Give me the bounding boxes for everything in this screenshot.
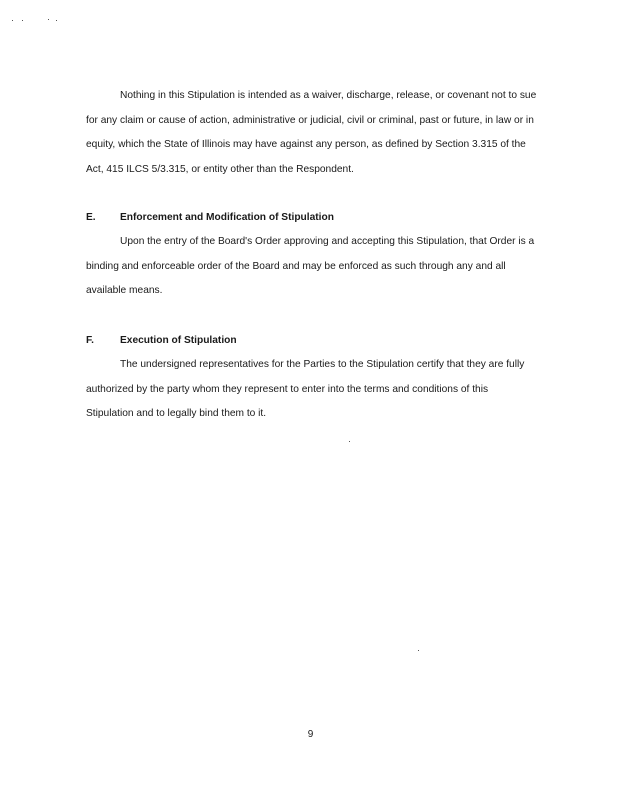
page-number: 9 xyxy=(307,729,314,740)
section-e-body: Upon the entry of the Board's Order approving and accepting this Stipulation, that Order is a binding and enforceable order of the Board and may be enforced as such through any and all available means. xyxy=(86,236,535,296)
section-f-title: Execution of Stipulation xyxy=(120,335,237,346)
section-f-letter: F. xyxy=(86,335,94,346)
section-f-body: The undersigned representatives for the Parties to the Stipulation certify that they are fully authorized by the party whom they represent to enter into the terms and conditions of this Stipulation and to legally bind them to it. xyxy=(86,359,525,419)
scan-speck xyxy=(48,19,49,20)
scan-speck xyxy=(418,650,419,651)
section-e-heading xyxy=(86,212,334,223)
section-f-heading xyxy=(86,335,237,346)
scan-speck xyxy=(12,20,13,21)
scan-speck xyxy=(22,20,23,21)
scan-speck xyxy=(349,441,350,442)
section-e-title: Enforcement and Modification of Stipulation xyxy=(120,212,334,223)
section-e-letter: E. xyxy=(86,212,96,223)
paragraph-intro: Nothing in this Stipulation is intended as a waiver, discharge, release, or covenant not to sue for any claim or cause of action, administrative or judicial, civil or criminal, past or future, in law or in equity, which the State of Illinois may have against any person, as defined by Section 3.315 of the Act, 415 ILCS 5/3.315, or entity other than the Respondent. xyxy=(86,90,537,175)
scan-speck xyxy=(56,20,57,21)
